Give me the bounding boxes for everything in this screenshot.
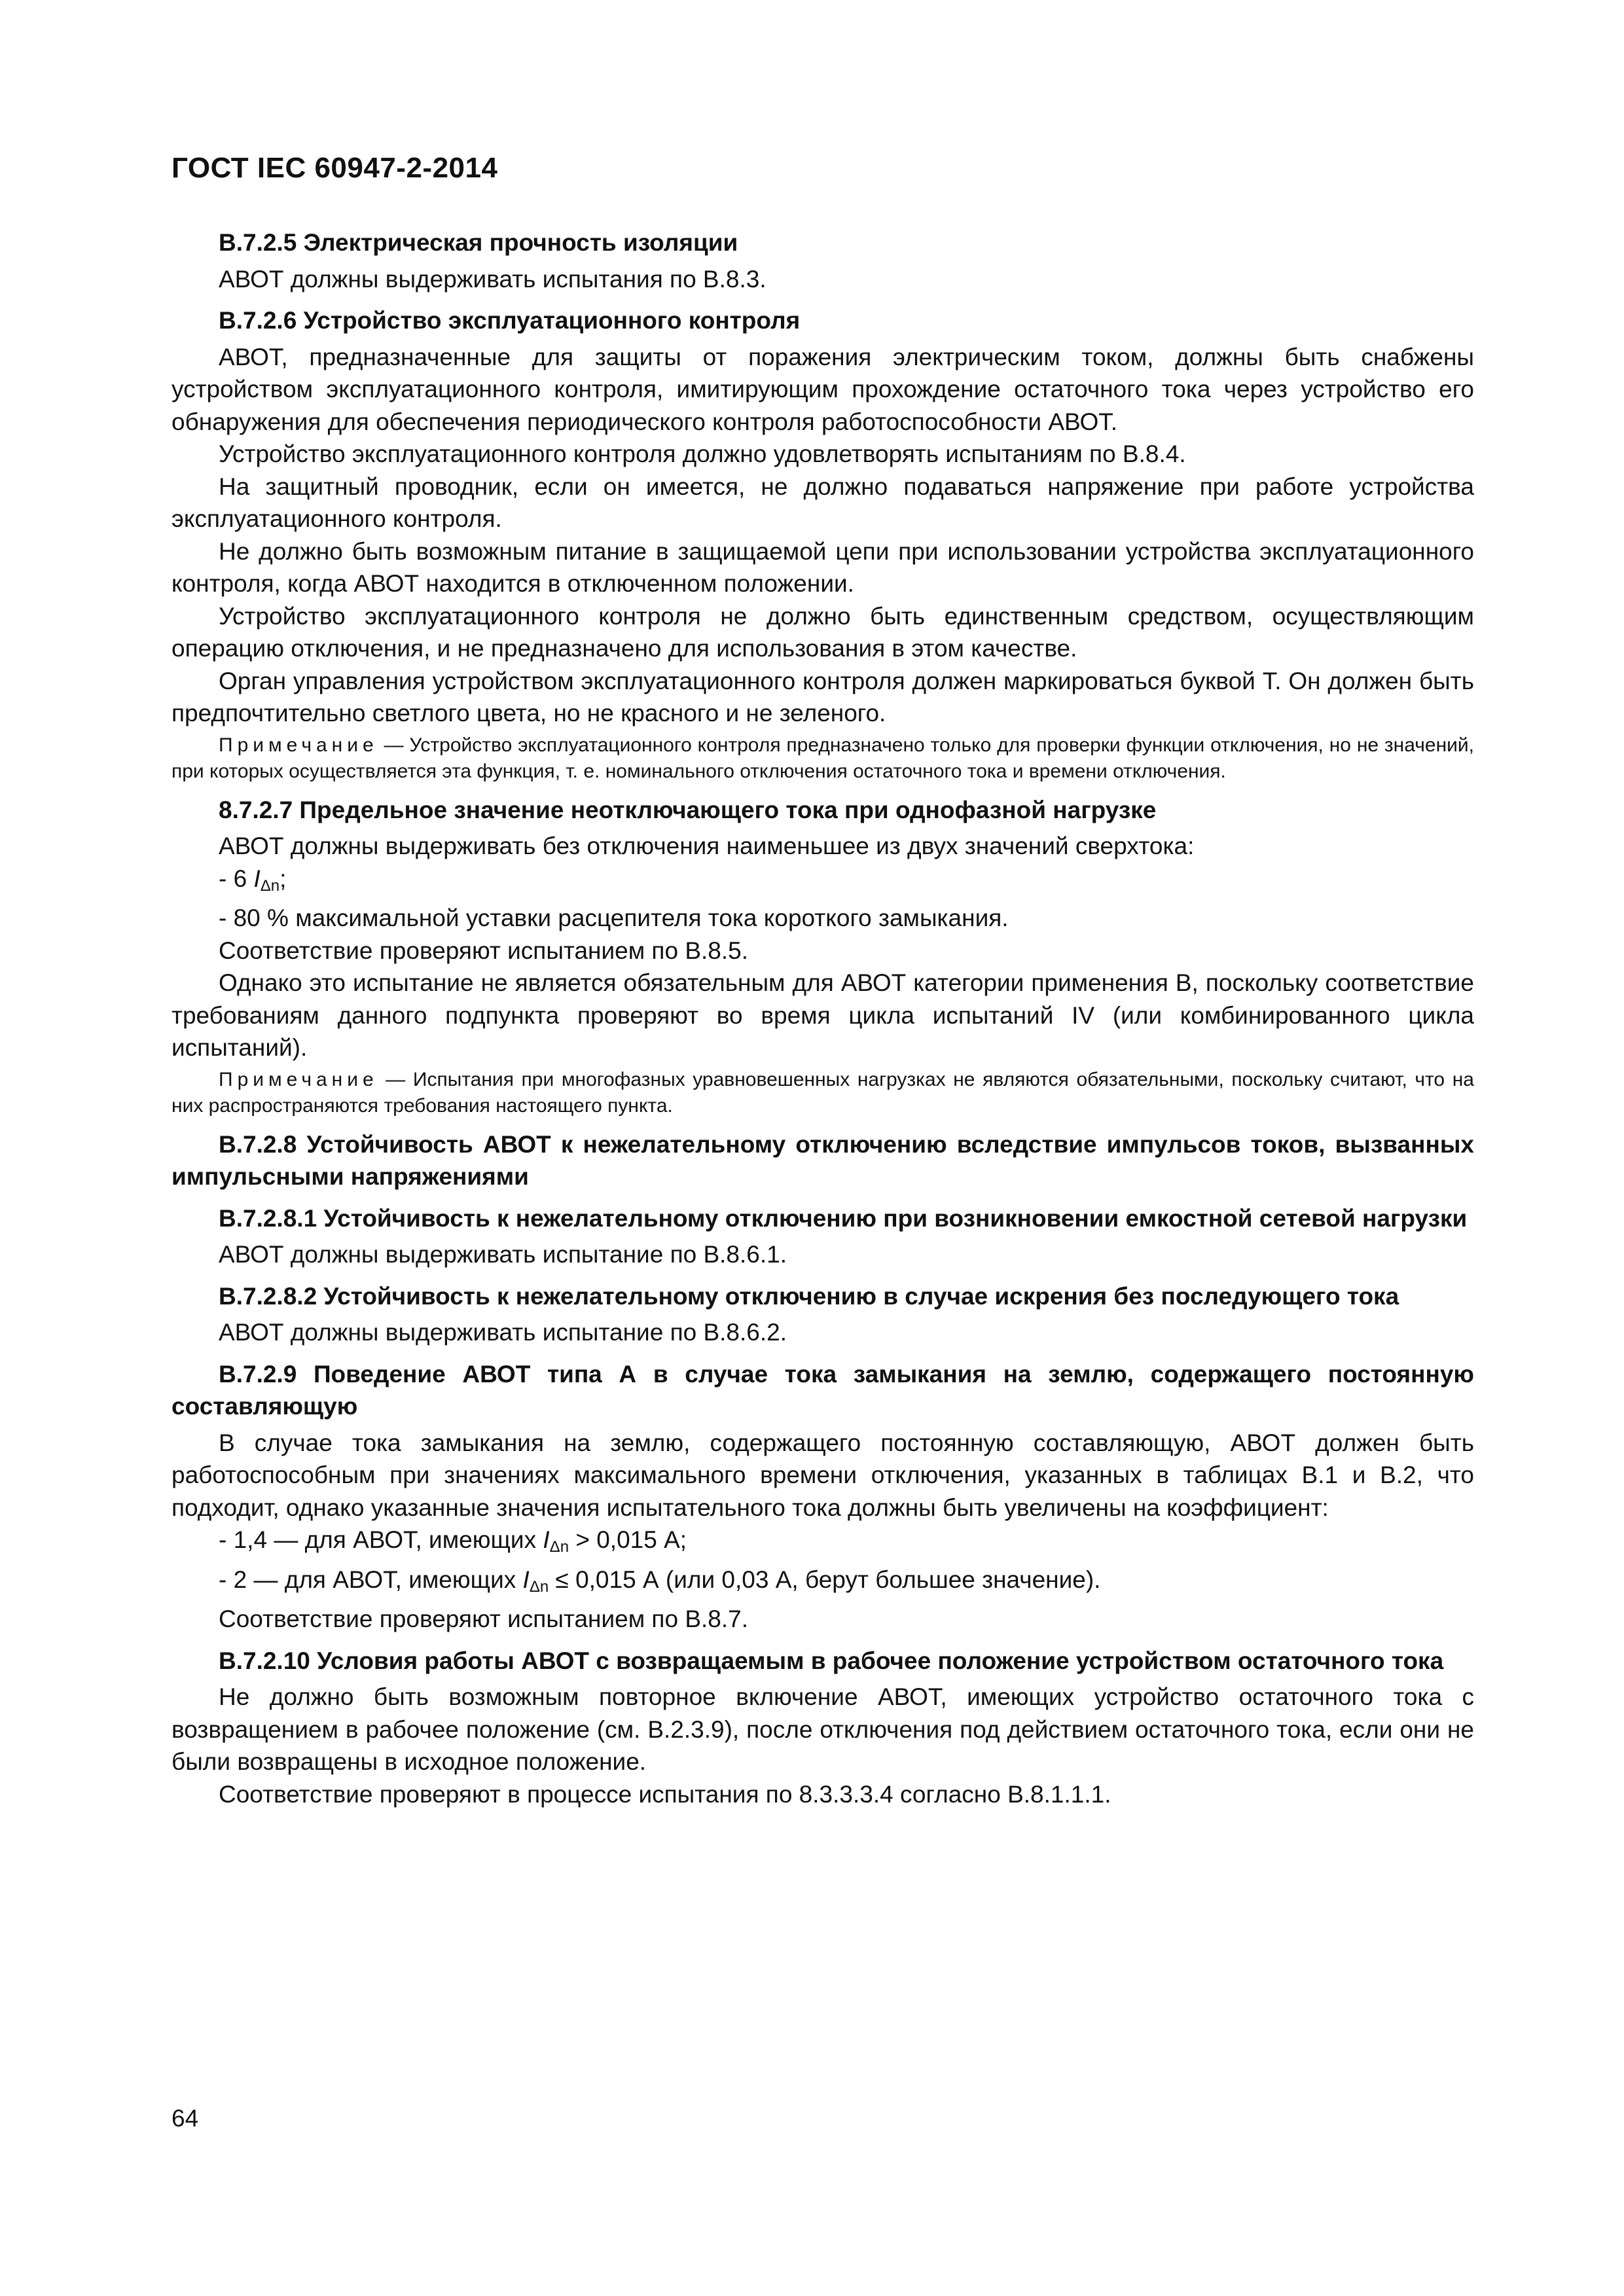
paragraph: АВОТ должны выдерживать испытание по B.8.6.2. (219, 1319, 787, 1346)
list-item: - 80 % максимальной уставки расцепителя тока короткого замыкания. (219, 905, 1009, 931)
current-symbol: I (253, 865, 261, 892)
section-heading-b7281: B.7.2.8.1 Устойчивость к нежелательному отключению при возникновении емкостной сетевой нагрузки (219, 1204, 1468, 1232)
note-label: Примечание (219, 1068, 378, 1090)
list-item-text: > 0,015 А; (569, 1526, 687, 1553)
list-item-text: ; (280, 865, 287, 892)
paragraph: Устройство эксплуатационного контроля должно удовлетворять испытаниям по B.8.4. (219, 440, 1186, 467)
section-heading-b726: B.7.2.6 Устройство эксплуатационного контроля (219, 307, 801, 334)
paragraph: Однако это испытание не является обязательным для АВОТ категории применения В, поскольку соответствие требованиям данного подпункта проверяют во время цикла испытаний IV (или комбинированного цикла испытаний). (171, 969, 1474, 1061)
section-heading-b7210: B.7.2.10 Условия работы АВОТ с возвращаемым в рабочее положение устройством остаточного тока (219, 1647, 1444, 1674)
current-symbol: I (522, 1566, 530, 1593)
section-heading-b729: B.7.2.9 Поведение АВОТ типа А в случае тока замыкания на землю, содержащего постоянную составляющую (171, 1360, 1474, 1420)
note (171, 1067, 1474, 1119)
note-label: Примечание (219, 734, 378, 756)
paragraph: Не должно быть возможным повторное включение АВОТ, имеющих устройство остаточного тока с возвращением в рабочее положение (см. B.2.3.9), после отключения под действием остаточного тока, если они не были возвращены в исходное положение. (171, 1683, 1474, 1775)
current-subscript: Δn (529, 1577, 549, 1596)
list-item-text: ≤ 0,015 А (или 0,03 А, берут большее значение). (549, 1566, 1101, 1593)
list-item-text: - 6 (219, 865, 254, 892)
paragraph: Соответствие проверяют испытанием по B.8.5. (219, 937, 748, 964)
paragraph: Соответствие проверяют испытанием по B.8.7. (219, 1605, 748, 1632)
current-subscript: Δn (549, 1538, 569, 1556)
document-header: ГОСТ IEC 60947-2-2014 (171, 152, 498, 184)
list-item (171, 863, 1474, 903)
list-item (171, 1524, 1474, 1564)
paragraph: На защитный проводник, если он имеется, не должно подаваться напряжение при работе устройства эксплуатационного контроля. (171, 473, 1474, 532)
current-subscript: Δn (260, 876, 280, 895)
list-item (171, 1564, 1474, 1604)
note-text: — Устройство эксплуатационного контроля предназначено только для проверки функции отключения, но не значений, при которых осуществляется эта функция, т. е. номинального отключения остаточного тока и времени отключения. (171, 734, 1474, 782)
list-item-text: - 1,4 — для АВОТ, имеющих (219, 1526, 543, 1553)
paragraph: АВОТ должны выдерживать без отключения наименьшее из двух значений сверхтока: (219, 833, 1195, 859)
section-heading-b725: B.7.2.5 Электрическая прочность изоляции (219, 229, 738, 256)
section-heading-b727: 8.7.2.7 Предельное значение неотключающего тока при однофазной нагрузке (219, 796, 1157, 823)
note-text: — Испытания при многофазных уравновешенных нагрузках не являются обязательными, поскольку считают, что на них распространяются требования настоящего пункта. (171, 1068, 1474, 1117)
paragraph: АВОТ должны выдерживать испытания по B.8.3. (219, 265, 767, 293)
paragraph: Орган управления устройством эксплуатационного контроля должен маркироваться буквой Т. Он должен быть предпочтительно светлого цвета, но не красного и не зеленого. (171, 667, 1474, 726)
document-body (171, 226, 1474, 1810)
paragraph: АВОТ, предназначенные для защиты от поражения электрическим током, должны быть снабжены устройством эксплуатационного контроля, имитирующим прохождение остаточного тока через устройство его обнаружения для обеспечения периодического контроля работоспособности АВОТ. (171, 343, 1474, 435)
paragraph: АВОТ должны выдерживать испытание по B.8.6.1. (219, 1241, 787, 1268)
paragraph: Не должно быть возможным питание в защищаемой цепи при использовании устройства эксплуатационного контроля, когда АВОТ находится в отключенном положении. (171, 537, 1474, 597)
paragraph: Соответствие проверяют в процессе испытания по 8.3.3.3.4 согласно B.8.1.1.1. (219, 1780, 1111, 1808)
list-item-text: - 2 — для АВОТ, имеющих (219, 1566, 523, 1593)
note (171, 732, 1474, 785)
page-number: 64 (171, 2105, 199, 2132)
section-heading-b728: B.7.2.8 Устойчивость АВОТ к нежелательному отключению вследствие импульсов токов, вызванных импульсными напряжениями (171, 1130, 1474, 1190)
paragraph: В случае тока замыкания на землю, содержащего постоянную составляющую, АВОТ должен быть работоспособным при значениях максимального времени отключения, указанных в таблицах В.1 и В.2, что подходит, однако указанные значения испытательного тока должны быть увеличены на коэффициент: (171, 1429, 1474, 1521)
current-symbol: I (543, 1526, 550, 1553)
paragraph: Устройство эксплуатационного контроля не должно быть единственным средством, осуществляющим операцию отключения, и не предназначено для использования в этом качестве. (171, 602, 1474, 662)
section-heading-b7282: B.7.2.8.2 Устойчивость к нежелательному отключению в случае искрения без последующего тока (219, 1282, 1399, 1310)
